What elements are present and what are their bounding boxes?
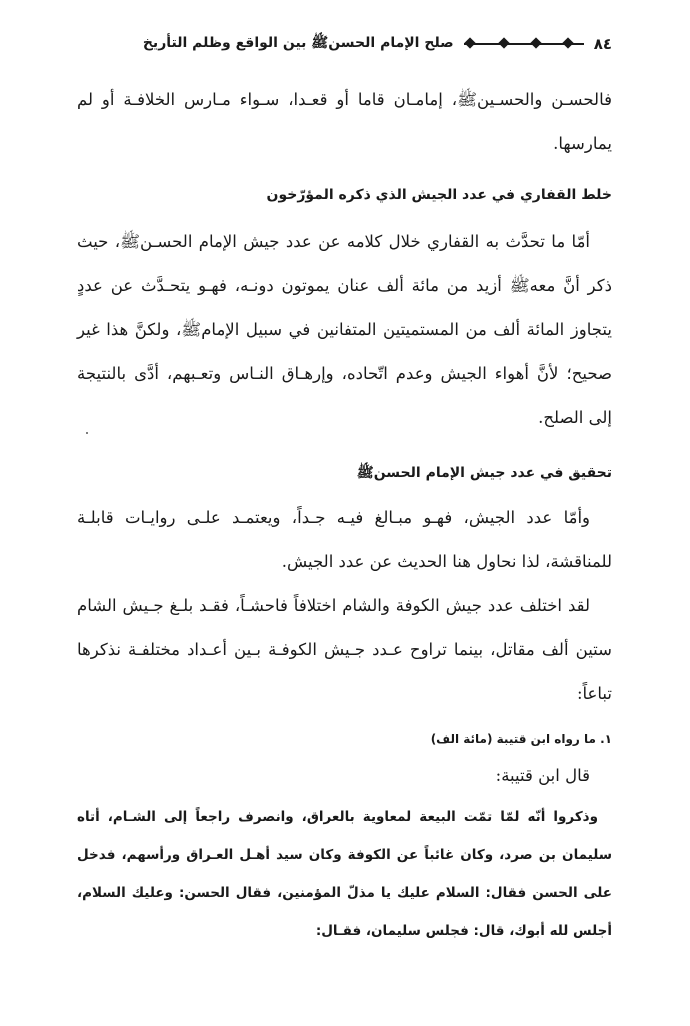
page-content xyxy=(77,78,612,950)
paragraph-3: وأمّا عدد الجيش، فهـو مبـالغ فيـه جـداً، ويعتمـد علـى روايـات قابلـة للمناقشة، لذا نحاول هنا الحديث عن عدد الجيش. xyxy=(77,508,612,571)
subsection-heading-1: ١. ما رواه ابن قتيبة (مائة الف) xyxy=(430,732,612,746)
paragraph-4: لقد اختلف عدد جيش الكوفة والشام اختلافاً فاحشـاً، فقـد بلـغ جـيش الشام ستين ألف مقاتل، بينما تراوح عـدد جـيش الكوفـة بـين أعـداد مختلفـة نذكرها تباعاً: xyxy=(77,596,612,703)
section-heading-1: خلط القفاري في عدد الجيش الذي ذكره المؤرّخون xyxy=(266,187,612,203)
header-ornament xyxy=(464,38,584,50)
page-number: ٨٤ xyxy=(593,35,612,53)
paragraph-2: أمّا ما تحدَّث به القفاري خلال كلامه عن عدد جيش الإمام الحسـنﷺ، حيث ذكر أنَّ معهﷺ أزيد من مائة ألف عنان يموتون دونـه، فهـو يتحـدَّث عن عددٍ يتجاوز المائة ألف من المستميتين المتفانين في سبيل الإمامﷺ، ولكنَّ هذا غير صحيح؛ لأنَّ أهواء الجيش وعدم اتّحاده، وإرهـاق النـاس وتعـبهم، أدَّى بالنتيجة إلى الصلح. xyxy=(77,232,612,427)
paragraph-1: فالحسـن والحسـينﷺ، إمامـان قاما أو قعـدا، سـواء مـارس الخلافـة أو لم يمارسها. xyxy=(77,90,612,153)
print-speck xyxy=(86,432,88,434)
quotation-block: وذكروا أنّه لمّا تمّت البيعة لمعاوية بالعراق، وانصرف راجعاً إلى الشـام، أتاه سليمان بن صرد، وكان غائباً عن الكوفة وكان سيد أهـل العـراق ورأسهم، فدخل على الحسن فقال: السلام عليك يا مذلّ المؤمنين، فقال الحسن: وعليك السلام، أجلس لله أبوك، قال: فجلس سليمان، فقـال: xyxy=(77,809,612,939)
paragraph-5: قال ابن قتيبة: xyxy=(495,766,590,785)
section-heading-2: تحقيق في عدد جيش الإمام الحسنﷺ xyxy=(356,465,612,481)
running-title: صلح الإمام الحسنﷺ بين الواقع وظلم التأريخ xyxy=(142,35,454,51)
running-header xyxy=(88,30,612,58)
